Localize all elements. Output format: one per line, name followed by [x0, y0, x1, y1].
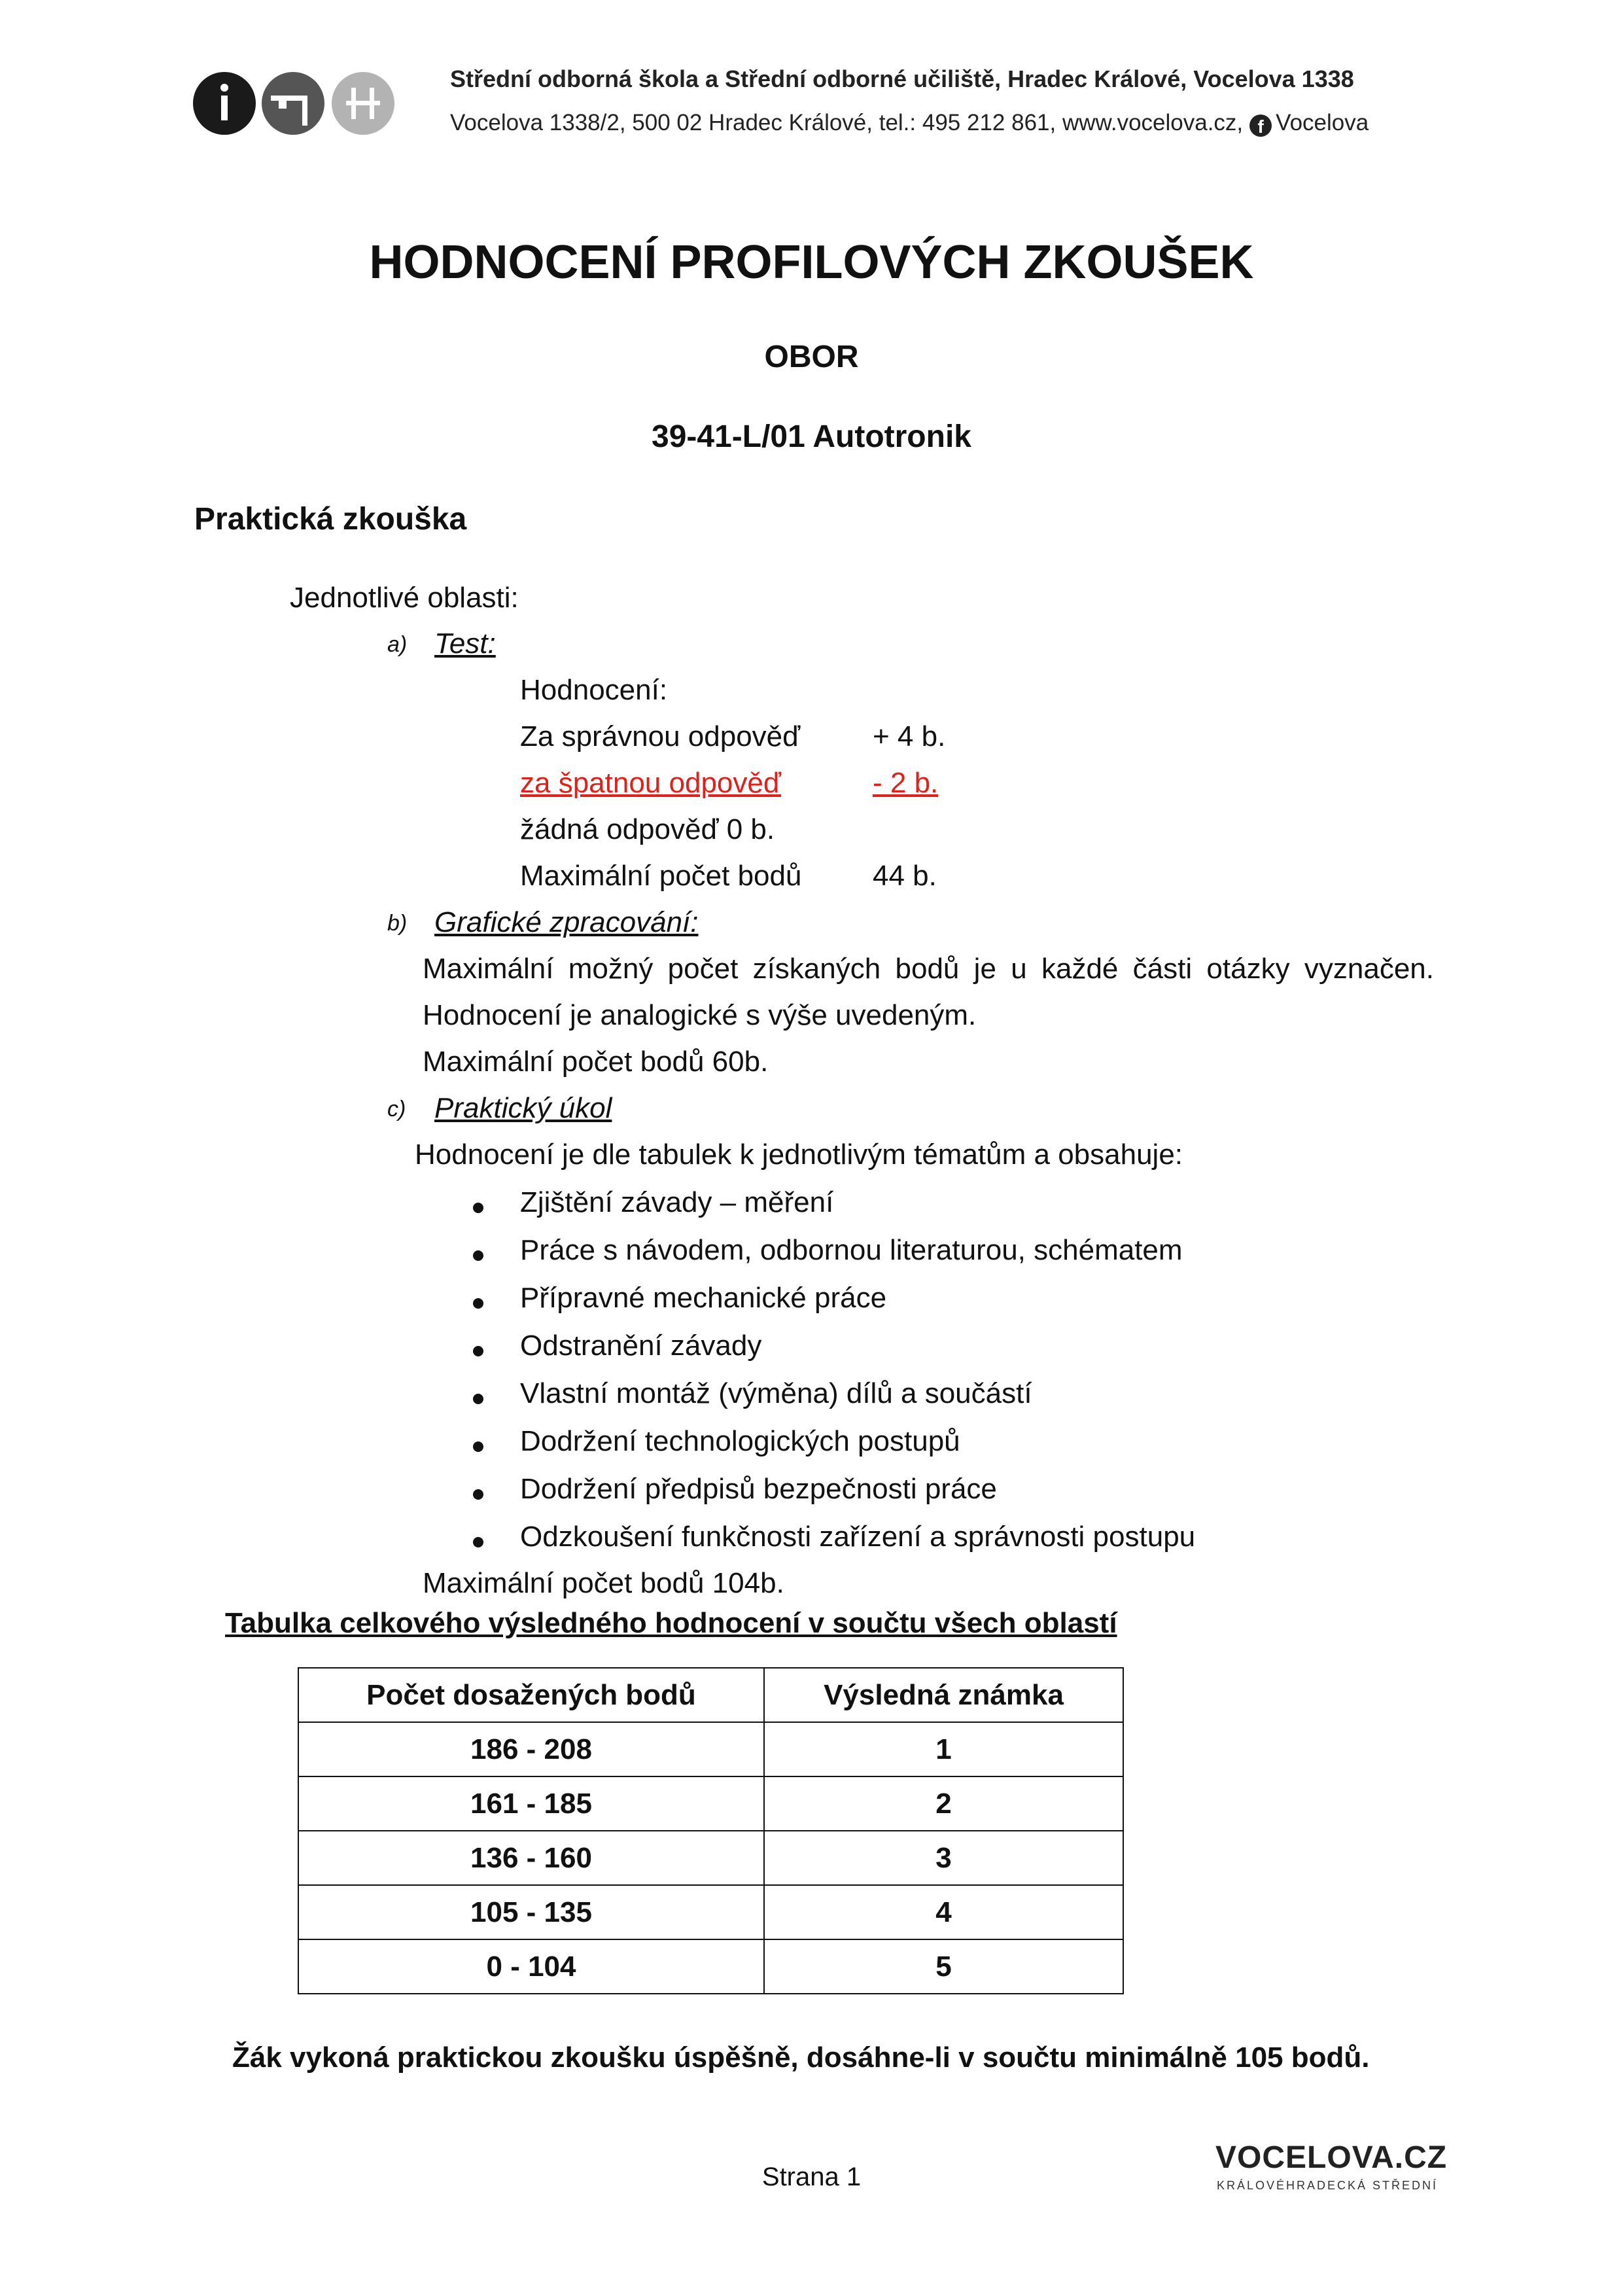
- contact-line: [450, 110, 1369, 137]
- bullet-icon: [473, 1441, 483, 1452]
- area-b-line1: Maximální možný počet získaných bodů je u každé části otázky vyznačen.: [423, 953, 1434, 985]
- points-cell: 161 - 185: [298, 1776, 764, 1831]
- list-item-text: Odzkoušení funkčnosti zařízení a správnosti postupu: [520, 1521, 1196, 1553]
- area-c-max: Maximální počet bodů 104b.: [423, 1567, 784, 1599]
- grade-cell: 1: [764, 1722, 1123, 1776]
- points-cell: 136 - 160: [298, 1831, 764, 1885]
- school-name: Střední odborná škola a Střední odborné učiliště, Hradec Králové, Vocelova 1338: [450, 65, 1354, 92]
- footer-brand-sub: KRÁLOVÉHRADECKÁ STŘEDNÍ: [1217, 2179, 1439, 2192]
- areas-intro: Jednotlivé oblasti:: [290, 582, 519, 614]
- info-logo-icon: [193, 72, 256, 135]
- bullet-icon: [473, 1489, 483, 1500]
- bullet-icon: [473, 1298, 483, 1309]
- correct-label: Za správnou odpověď: [520, 720, 801, 752]
- footer-brand: VOCELOVA.CZ: [1215, 2140, 1448, 2175]
- none-label: žádná odpověď 0 b.: [520, 813, 775, 845]
- field-label: OBOR: [764, 340, 859, 374]
- section-title: Praktická zkouška: [194, 502, 467, 537]
- contact-text: Vocelova 1338/2, 500 02 Hradec Králové, tel.: 495 212 861, www.vocelova.cz,: [450, 110, 1244, 135]
- max-value-a: 44 b.: [873, 860, 937, 892]
- field-code: 39-41-L/01 Autotronik: [652, 419, 971, 454]
- list-item-text: Dodržení předpisů bezpečnosti práce: [520, 1473, 997, 1505]
- area-b-line3: Maximální počet bodů 60b.: [423, 1046, 769, 1078]
- table-header-row: [298, 1668, 1123, 1722]
- column-header: Počet dosažených bodů: [298, 1668, 764, 1722]
- list-item-text: Práce s návodem, odbornou literaturou, schématem: [520, 1234, 1183, 1266]
- points-cell: 186 - 208: [298, 1722, 764, 1776]
- facebook-icon: f: [1249, 115, 1272, 137]
- pipe-logo-icon: [262, 72, 324, 135]
- grade-cell: 2: [764, 1776, 1123, 1831]
- page-title: HODNOCENÍ PROFILOVÝCH ZKOUŠEK: [369, 236, 1254, 289]
- bullet-icon: [473, 1394, 483, 1404]
- table-row: [298, 1939, 1123, 1994]
- table-title: Tabulka celkového výsledného hodnocení v součtu všech oblastí: [225, 1607, 1117, 1639]
- table-row: [298, 1776, 1123, 1831]
- facebook-label: Vocelova: [1276, 110, 1369, 135]
- list-item-text: Odstranění závady: [520, 1330, 762, 1362]
- area-c-marker: c): [387, 1097, 406, 1122]
- area-a-marker: a): [387, 632, 408, 657]
- max-label-a: Maximální počet bodů: [520, 860, 802, 892]
- wrong-label: za špatnou odpověď: [520, 767, 781, 799]
- grade-cell: 5: [764, 1939, 1123, 1994]
- grade-cell: 3: [764, 1831, 1123, 1885]
- area-b-marker: b): [387, 911, 408, 936]
- bullet-icon: [473, 1537, 483, 1547]
- list-item-text: Dodržení technologických postupů: [520, 1425, 960, 1457]
- grade-cell: 4: [764, 1885, 1123, 1939]
- points-cell: 105 - 135: [298, 1885, 764, 1939]
- correct-value: + 4 b.: [873, 720, 946, 752]
- area-b-line2: Hodnocení je analogické s výše uvedeným.: [423, 999, 977, 1031]
- area-a-scoring-label: Hodnocení:: [520, 674, 668, 706]
- bullet-icon: [473, 1250, 483, 1261]
- area-a-heading: Test:: [434, 627, 496, 660]
- column-header: Výsledná známka: [764, 1668, 1123, 1722]
- table-row: [298, 1722, 1123, 1776]
- points-cell: 0 - 104: [298, 1939, 764, 1994]
- area-c-heading: Praktický úkol: [434, 1092, 612, 1124]
- area-c-intro: Hodnocení je dle tabulek k jednotlivým tématům a obsahuje:: [415, 1139, 1183, 1171]
- list-item-text: Zjištění závady – měření: [520, 1186, 834, 1218]
- grades-table: [298, 1667, 1124, 1994]
- table-row: [298, 1831, 1123, 1885]
- list-item-text: Vlastní montáž (výměna) dílů a součástí: [520, 1377, 1032, 1409]
- bullet-icon: [473, 1203, 483, 1213]
- area-b-heading: Grafické zpracování:: [434, 906, 699, 938]
- bullet-icon: [473, 1346, 483, 1356]
- grid-logo-icon: [332, 72, 394, 135]
- conclusion: Žák vykoná praktickou zkoušku úspěšně, dosáhne-li v součtu minimálně 105 bodů.: [232, 2041, 1370, 2074]
- table-row: [298, 1885, 1123, 1939]
- list-item-text: Přípravné mechanické práce: [520, 1282, 887, 1314]
- page-number: Strana 1: [761, 2163, 862, 2191]
- wrong-value: - 2 b.: [873, 767, 939, 799]
